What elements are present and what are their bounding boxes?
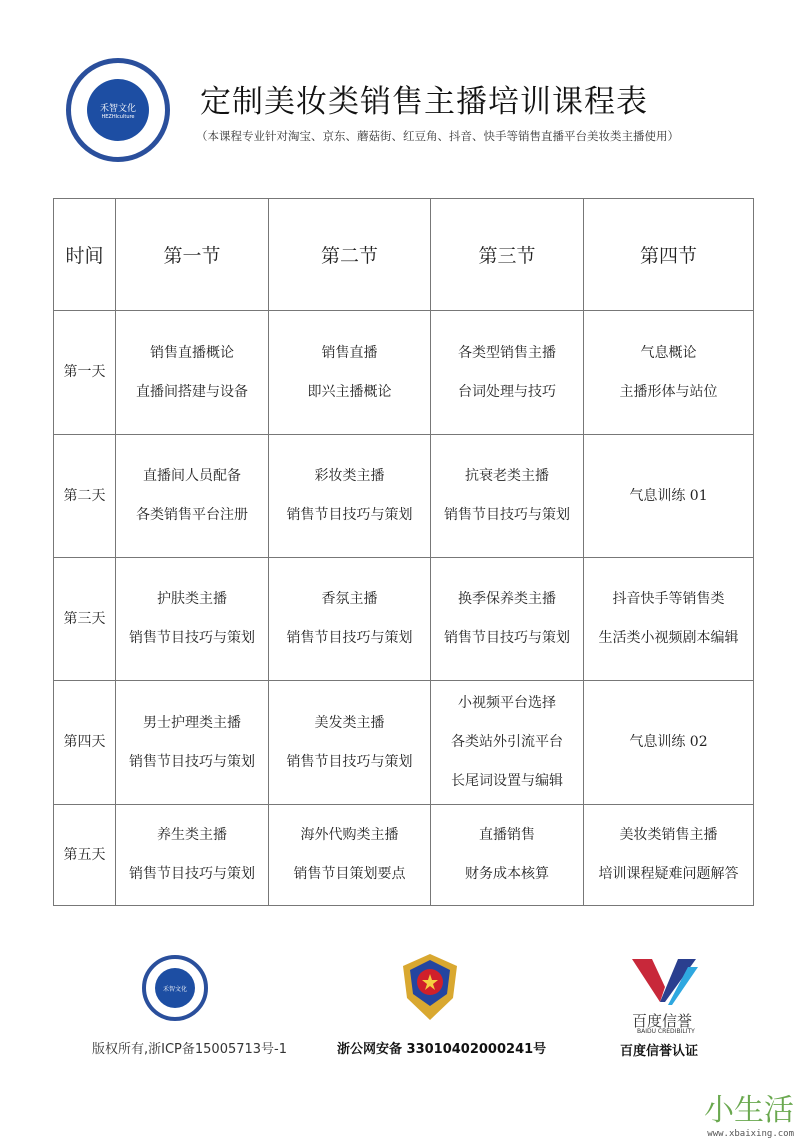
course-cell [584, 681, 754, 805]
course-line: 销售节目技巧与策划 [444, 507, 570, 523]
course-cell [431, 681, 584, 805]
course-line: 财务成本核算 [465, 866, 549, 882]
course-line: 销售直播概论 [150, 344, 234, 361]
baidu-logo-en: BAIDU CREDIBILITY [637, 1028, 695, 1035]
watermark-url: www.xbaixing.com [707, 1129, 794, 1139]
course-cell [269, 805, 431, 906]
schedule-table [53, 198, 754, 906]
column-header: 第二节 [269, 199, 431, 311]
logo-text: 禾智文化 [162, 985, 187, 993]
table-row [54, 311, 754, 435]
day-label: 第二天 [54, 435, 116, 558]
course-line: 各类站外引流平台 [451, 734, 563, 750]
day-label: 第四天 [54, 681, 116, 805]
course-line: 彩妆类主播 [314, 468, 385, 484]
course-cell [269, 681, 431, 805]
baidu-credibility: 百度信誉认证 [620, 1044, 699, 1059]
course-cell [116, 805, 269, 906]
course-line: 美妆类销售主播 [619, 827, 718, 843]
course-line: 直播销售 [479, 827, 535, 843]
course-cell [116, 681, 269, 805]
course-line: 各类销售平台注册 [136, 507, 248, 523]
course-line: 培训课程疑难问题解答 [598, 866, 739, 882]
course-cell [269, 311, 431, 435]
course-cell [116, 558, 269, 681]
course-line: 销售节目策划要点 [293, 866, 406, 882]
course-line: 直播间人员配备 [143, 468, 241, 484]
company-logo [66, 58, 170, 162]
course-line: 换季保养类主播 [458, 591, 556, 607]
course-line: 销售节目技巧与策划 [444, 630, 570, 646]
course-line: 气息训练 01 [629, 487, 708, 504]
course-cell [431, 435, 584, 558]
table-row [54, 681, 754, 805]
course-line: 销售直播 [321, 344, 378, 361]
page-title: 定制美妆类销售主播培训课程表 [200, 84, 648, 120]
column-header: 时间 [54, 199, 116, 311]
course-line: 气息概论 [640, 344, 697, 361]
course-cell [116, 311, 269, 435]
icp-copyright: 版权所有,浙ICP备15005713号-1 [92, 1042, 288, 1057]
course-line: 长尾词设置与编辑 [451, 773, 563, 789]
course-line: 即兴主播概论 [307, 383, 392, 400]
course-line: 小视频平台选择 [458, 695, 556, 711]
footer-company-logo [142, 955, 208, 1021]
logo-subtext: HEZHIculture [101, 113, 135, 120]
course-cell [584, 805, 754, 906]
course-line: 男士护理类主播 [143, 714, 241, 731]
course-cell [431, 805, 584, 906]
course-cell [116, 435, 269, 558]
day-label: 第一天 [54, 311, 116, 435]
day-label: 第五天 [54, 805, 116, 906]
course-line: 气息训练 02 [629, 734, 708, 750]
course-line: 销售节目技巧与策划 [129, 753, 255, 770]
course-line: 美发类主播 [314, 714, 385, 731]
course-cell [431, 558, 584, 681]
page-subtitle: （本课程专业针对淘宝、京东、蘑菇街、红豆角、抖音、快手等销售直播平台美妆类主播使用） [196, 129, 679, 143]
table-row [54, 805, 754, 906]
course-line: 抖音快手等销售类 [612, 591, 725, 607]
baidu-logo-text: 百度信誉 [632, 1012, 693, 1030]
column-header: 第三节 [431, 199, 584, 311]
police-record: 浙公网安备 33010402000241号 [337, 1042, 547, 1057]
course-cell [584, 435, 754, 558]
course-cell [584, 558, 754, 681]
course-line: 台词处理与技巧 [458, 383, 556, 400]
course-line: 销售节目技巧与策划 [286, 507, 413, 523]
watermark [704, 1085, 794, 1139]
course-line: 海外代购类主播 [300, 827, 399, 843]
table-row [54, 435, 754, 558]
course-line: 生活类小视频剧本编辑 [598, 630, 739, 646]
day-label: 第三天 [54, 558, 116, 681]
course-line: 销售节目技巧与策划 [129, 630, 255, 646]
course-line: 直播间搭建与设备 [136, 383, 248, 400]
course-line: 养生类主播 [157, 827, 227, 843]
course-cell [269, 435, 431, 558]
logo-text: 禾智文化 [99, 103, 136, 114]
baidu-credibility-logo [630, 957, 700, 1007]
course-line: 各类型销售主播 [458, 344, 556, 361]
column-header: 第四节 [584, 199, 754, 311]
course-line: 销售节目技巧与策划 [286, 753, 413, 770]
course-line: 销售节目技巧与策划 [286, 630, 413, 646]
course-line: 护肤类主播 [157, 591, 227, 607]
course-line: 销售节目技巧与策划 [129, 866, 255, 882]
course-cell [584, 311, 754, 435]
column-header: 第一节 [116, 199, 269, 311]
course-cell [269, 558, 431, 681]
police-emblem-icon [395, 950, 465, 1025]
course-line: 主播形体与站位 [619, 383, 718, 400]
course-line: 香氛主播 [321, 591, 378, 607]
watermark-text: 小生活 [704, 1093, 794, 1128]
course-line: 抗衰老类主播 [465, 468, 549, 484]
table-row [54, 558, 754, 681]
course-cell [431, 311, 584, 435]
